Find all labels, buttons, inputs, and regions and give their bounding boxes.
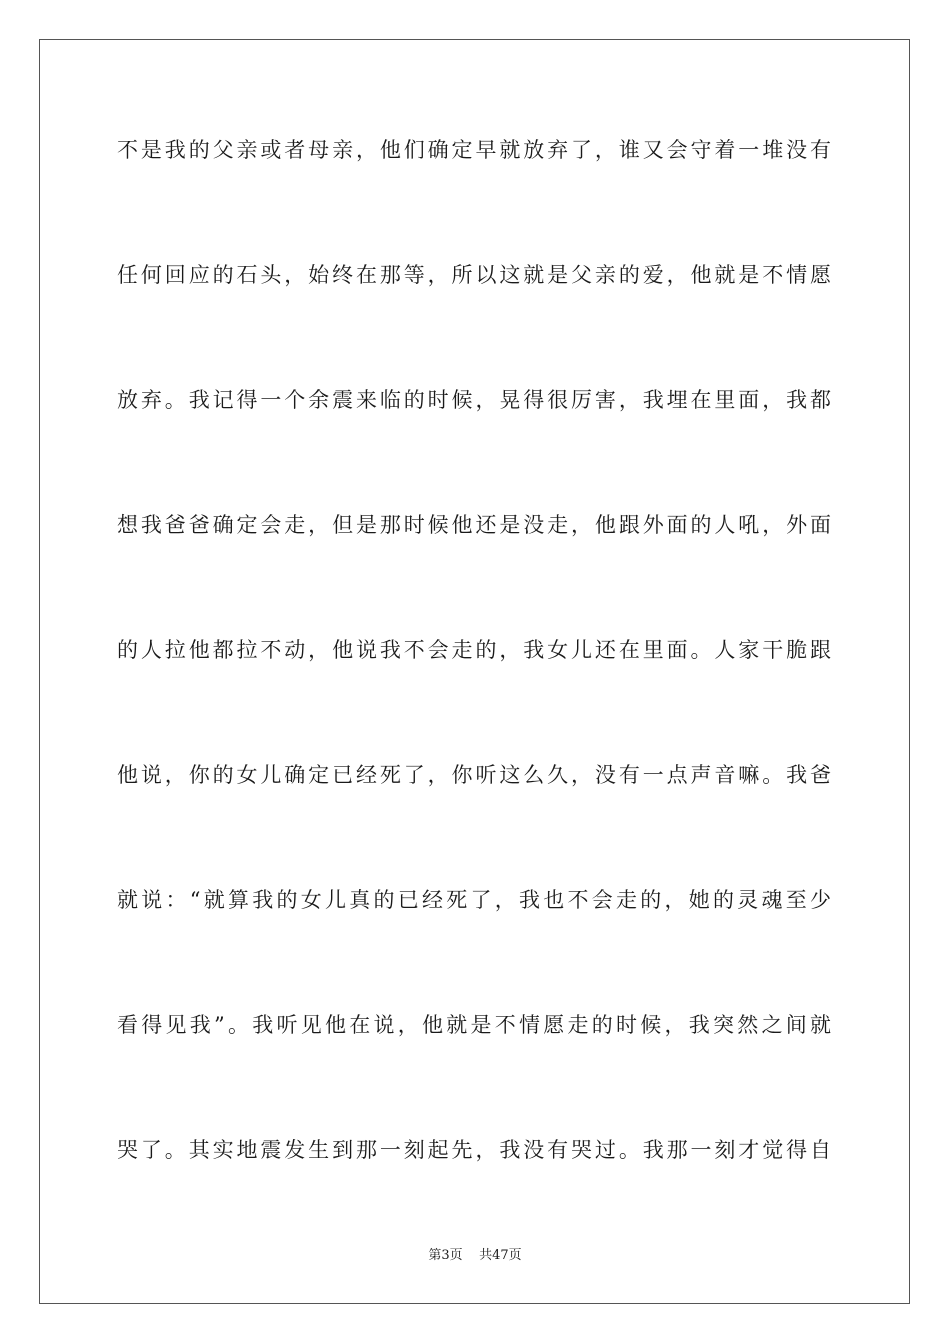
text-line: 哭了。其实地震发生到那一刻起先，我没有哭过。我那一刻才觉得自 bbox=[117, 1138, 831, 1162]
page-number: 第3页 bbox=[428, 1248, 463, 1263]
text-line: 放弃。我记得一个余震来临的时候，晃得很厉害，我埋在里面，我都 bbox=[117, 388, 831, 412]
document-body bbox=[117, 122, 831, 1247]
text-line: 任何回应的石头，始终在那等，所以这就是父亲的爱，他就是不情愿 bbox=[117, 263, 831, 287]
page-total: 共47页 bbox=[479, 1248, 522, 1263]
text-line: 想我爸爸确定会走，但是那时候他还是没走，他跟外面的人吼，外面 bbox=[117, 513, 831, 537]
text-line: 的人拉他都拉不动，他说我不会走的，我女儿还在里面。人家干脆跟 bbox=[117, 638, 831, 662]
text-line: 他说，你的女儿确定已经死了，你听这么久，没有一点声音嘛。我爸 bbox=[117, 763, 831, 787]
text-line: 看得见我”。我听见他在说，他就是不情愿走的时候，我突然之间就 bbox=[117, 1013, 831, 1037]
text-line: 不是我的父亲或者母亲，他们确定早就放弃了，谁又会守着一堆没有 bbox=[117, 138, 831, 162]
page-footer bbox=[0, 1247, 950, 1265]
text-line: 就说：“就算我的女儿真的已经死了，我也不会走的，她的灵魂至少 bbox=[117, 888, 831, 912]
